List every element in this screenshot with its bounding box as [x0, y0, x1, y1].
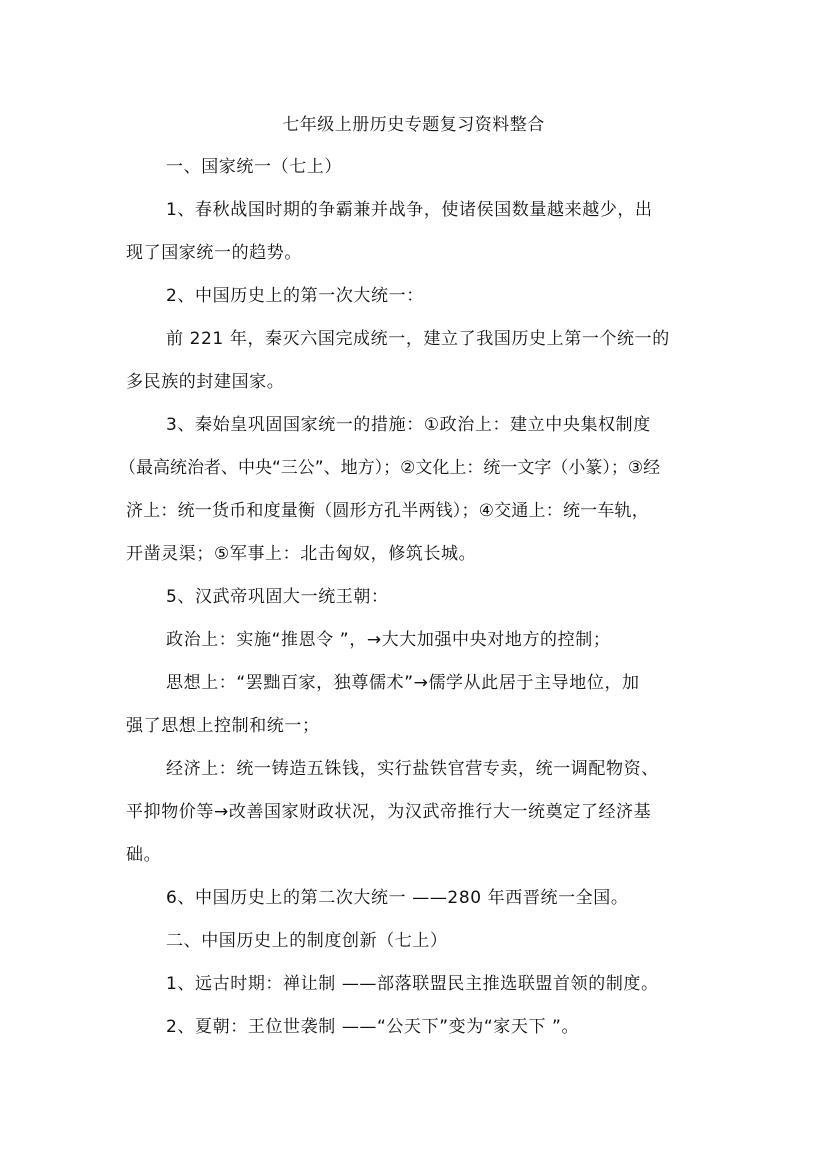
paragraph-line: 现了国家统一的趋势。 — [126, 243, 302, 263]
paragraph-line: 平抑物价等→改善国家财政状况，为汉武帝推行大一统奠定了经济基 — [126, 802, 652, 822]
section-subheading: 5、汉武帝巩固大一统王朝： — [166, 587, 389, 607]
section-heading: 二、中国历史上的制度创新（七上） — [166, 931, 448, 951]
paragraph-line: 6、中国历史上的第二次大统一 ——280 年西晋统一全国。 — [166, 888, 629, 908]
document-title: 七年级上册历史专题复习资料整合 — [282, 115, 545, 135]
paragraph-line: 2、夏朝：王位世袭制 ——“公天下”变为“家天下 ”。 — [166, 1017, 580, 1037]
section-heading: 一、国家统一（七上） — [166, 157, 342, 177]
paragraph-line: 多民族的封建国家。 — [126, 372, 285, 392]
paragraph-line: 1、远古时期：禅让制 ——部落联盟民主推选联盟首领的制度。 — [166, 974, 659, 994]
paragraph-line: 思想上：“罢黜百家，独尊儒术”→儒学从此居于主导地位，加 — [166, 673, 640, 693]
paragraph-line: 础。 — [126, 845, 162, 865]
paragraph-line: 3、秦始皇巩固国家统一的措施：①政治上：建立中央集权制度 — [166, 415, 651, 435]
paragraph-line: （最高统治者、中央“三公”、地方）；②文化上：统一文字（小篆）；③经 — [119, 458, 661, 478]
paragraph-line: 政治上：实施“推恩令 ”，→大大加强中央对地方的控制； — [166, 630, 611, 650]
paragraph-line: 济上：统一货币和度量衡（圆形方孔半两钱）；④交通上：统一车轨， — [126, 501, 649, 521]
paragraph-line: 2、中国历史上的第一次大统一： — [166, 286, 424, 306]
paragraph-line: 前 221 年，秦灭六国完成统一，建立了我国历史上第一个统一的 — [166, 329, 670, 349]
paragraph-line: 开凿灵渠；⑤军事上：北击匈奴，修筑长城。 — [126, 544, 477, 564]
paragraph-line: 经济上：统一铸造五铢钱，实行盐铁官营专卖，统一调配物资、 — [166, 759, 659, 779]
paragraph-line: 1、春秋战国时期的争霸兼并战争，使诸侯国数量越来越少，出 — [166, 200, 653, 220]
paragraph-line: 强了思想上控制和统一； — [126, 716, 320, 736]
